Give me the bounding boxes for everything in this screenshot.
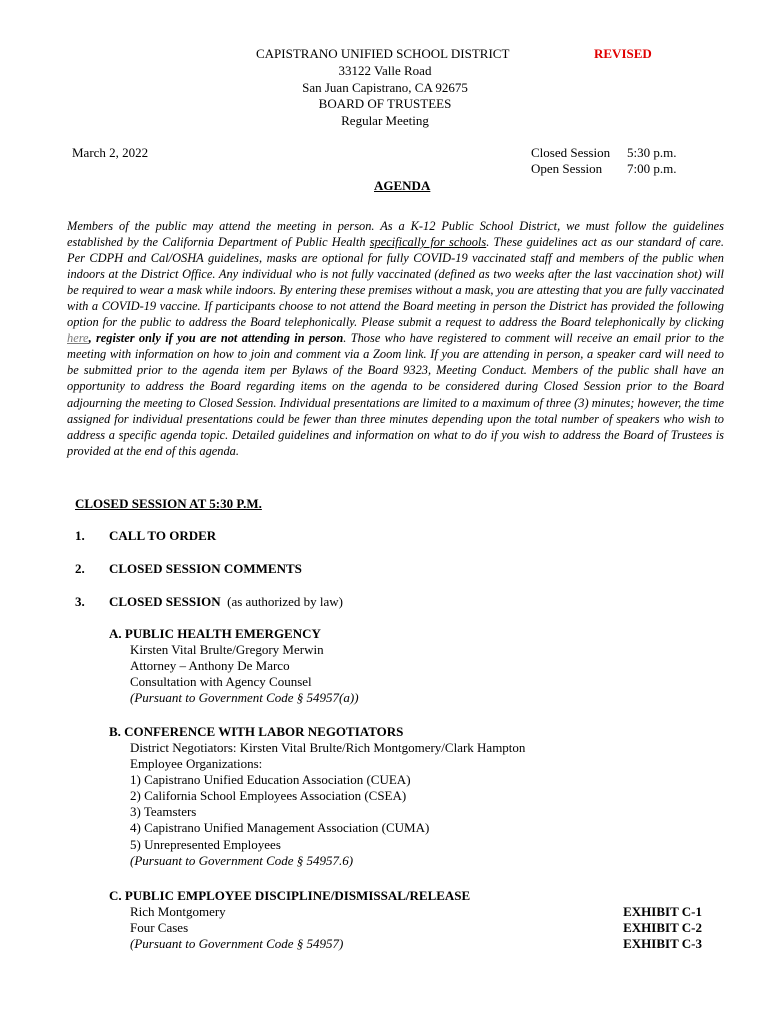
sub-item-c-line: Rich Montgomery (130, 904, 226, 919)
employee-org-item: 4) Capistrano Unified Management Association (CUMA) (130, 820, 430, 836)
open-session-label: Open Session (531, 161, 603, 176)
open-session-time: 7:00 p.m. (627, 161, 677, 176)
sub-item-c-line: Four Cases (130, 920, 189, 936)
register-here-link[interactable]: here (67, 331, 89, 346)
closed-session-time: 5:30 p.m. (627, 145, 677, 160)
register-notice: , register only if you are not attending in person (88, 331, 344, 346)
intro-text-3: . Those who have registered to comment will receive an email prior to the meeting with information on how to join and comment via a Zoom link. If you are attending in person, a speaker card will need to be submitted prior to the agenda item per Bylaws of the Board 9323, Meeting Conduct. Members of the public shall have an opportunity to address the Board regarding items on the agenda to be considered during Closed Session prior to the Board adjourning the meeting to Closed Session. Individual presentations are limited to a maximum of three (3) minutes; however, the time assigned for individual presentations could be fewer than three minutes depending upon the total number of speakers who wish to address a specific agenda topic. Detailed guidelines and information on what to do if you wish to address the Board of Trustees is provided at the end of this agenda. (67, 331, 724, 458)
revised-label: REVISED (594, 46, 652, 61)
district-negotiators: District Negotiators: Kirsten Vital Brulte/Rich Montgomery/Clark Hampton (130, 740, 526, 755)
item-call-to-order: CALL TO ORDER (109, 528, 217, 543)
board-title: BOARD OF TRUSTEES (318, 96, 452, 111)
employee-orgs-label: Employee Organizations: (130, 756, 263, 772)
exhibit-list (623, 904, 702, 952)
meeting-date: March 2, 2022 (72, 145, 149, 160)
exhibit-c2-link[interactable]: EXHIBIT C-2 (623, 920, 702, 936)
schools-guidelines-link[interactable]: specifically for schools (369, 235, 487, 250)
sub-item-a-title: A. PUBLIC HEALTH EMERGENCY (109, 626, 321, 641)
address-line-2: San Juan Capistrano, CA 92675 (302, 80, 468, 95)
closed-session-label: Closed Session (531, 145, 611, 160)
sub-item-c-details (130, 904, 343, 952)
agenda-title: AGENDA (374, 178, 431, 193)
item-closed-session-comments: CLOSED SESSION COMMENTS (109, 561, 302, 576)
employee-org-item: 2) California School Employees Association (CSEA) (130, 788, 407, 804)
item-closed-session-label: CLOSED SESSION (109, 594, 221, 609)
item-number: 1. (75, 528, 85, 543)
employee-org-item: 3) Teamsters (130, 804, 197, 820)
item-number: 3. (75, 594, 85, 609)
item-number: 2. (75, 561, 85, 576)
sub-item-a-line: Attorney – Anthony De Marco (130, 658, 290, 674)
intro-text-1: Members of the public may attend the meeting in person. As a K-12 Public School District, we must follow the guidelines established by the California Department of Public Health (67, 219, 724, 250)
sub-item-a-details (130, 642, 359, 706)
closed-session-heading: CLOSED SESSION AT 5:30 P.M. (75, 496, 262, 511)
sub-item-a-line: Consultation with Agency Counsel (130, 674, 312, 690)
sub-item-a-citation: (Pursuant to Government Code § 54957(a)) (130, 690, 359, 706)
sub-item-b-title: B. CONFERENCE WITH LABOR NEGOTIATORS (109, 724, 404, 739)
district-name: CAPISTRANO UNIFIED SCHOOL DISTRICT (256, 46, 510, 61)
intro-text-2: . These guidelines act as our standard of care. Per CDPH and Cal/OSHA guidelines, masks are optional for fully COVID-19 vaccinated staff and members of the public when indoors at the District Office. Any individual who is not fully vaccinated (defined as two weeks after the last vaccination shot) will be required to wear a mask while indoors. By entering these premises without a mask, you are attesting that you are fully vaccinated with a COVID-19 vaccine. If participants choose to not attend the Board meeting in person the District has provided the following option for the public to address the Board telephonically. Please submit a request to address the Board telephonically by clicking (67, 235, 724, 330)
sub-item-b-citation: (Pursuant to Government Code § 54957.6) (130, 852, 354, 868)
meeting-type: Regular Meeting (341, 113, 429, 128)
sub-item-c-title: C. PUBLIC EMPLOYEE DISCIPLINE/DISMISSAL/RELEASE (109, 888, 471, 903)
item-closed-session-note: (as authorized by law) (227, 594, 344, 609)
sub-item-a-line: Kirsten Vital Brulte/Gregory Merwin (130, 642, 324, 657)
intro-paragraph (67, 218, 724, 459)
exhibit-c3-link[interactable]: EXHIBIT C-3 (623, 936, 702, 952)
employee-org-item: 1) Capistrano Unified Education Association (CUEA) (130, 772, 411, 788)
address-line-1: 33122 Valle Road (338, 63, 432, 78)
sub-item-c-citation: (Pursuant to Government Code § 54957) (130, 936, 344, 952)
item-closed-session (109, 594, 343, 610)
exhibit-c1-link[interactable]: EXHIBIT C-1 (623, 904, 702, 919)
sub-item-b-details (130, 740, 525, 869)
employee-org-item: 5) Unrepresented Employees (130, 836, 281, 852)
